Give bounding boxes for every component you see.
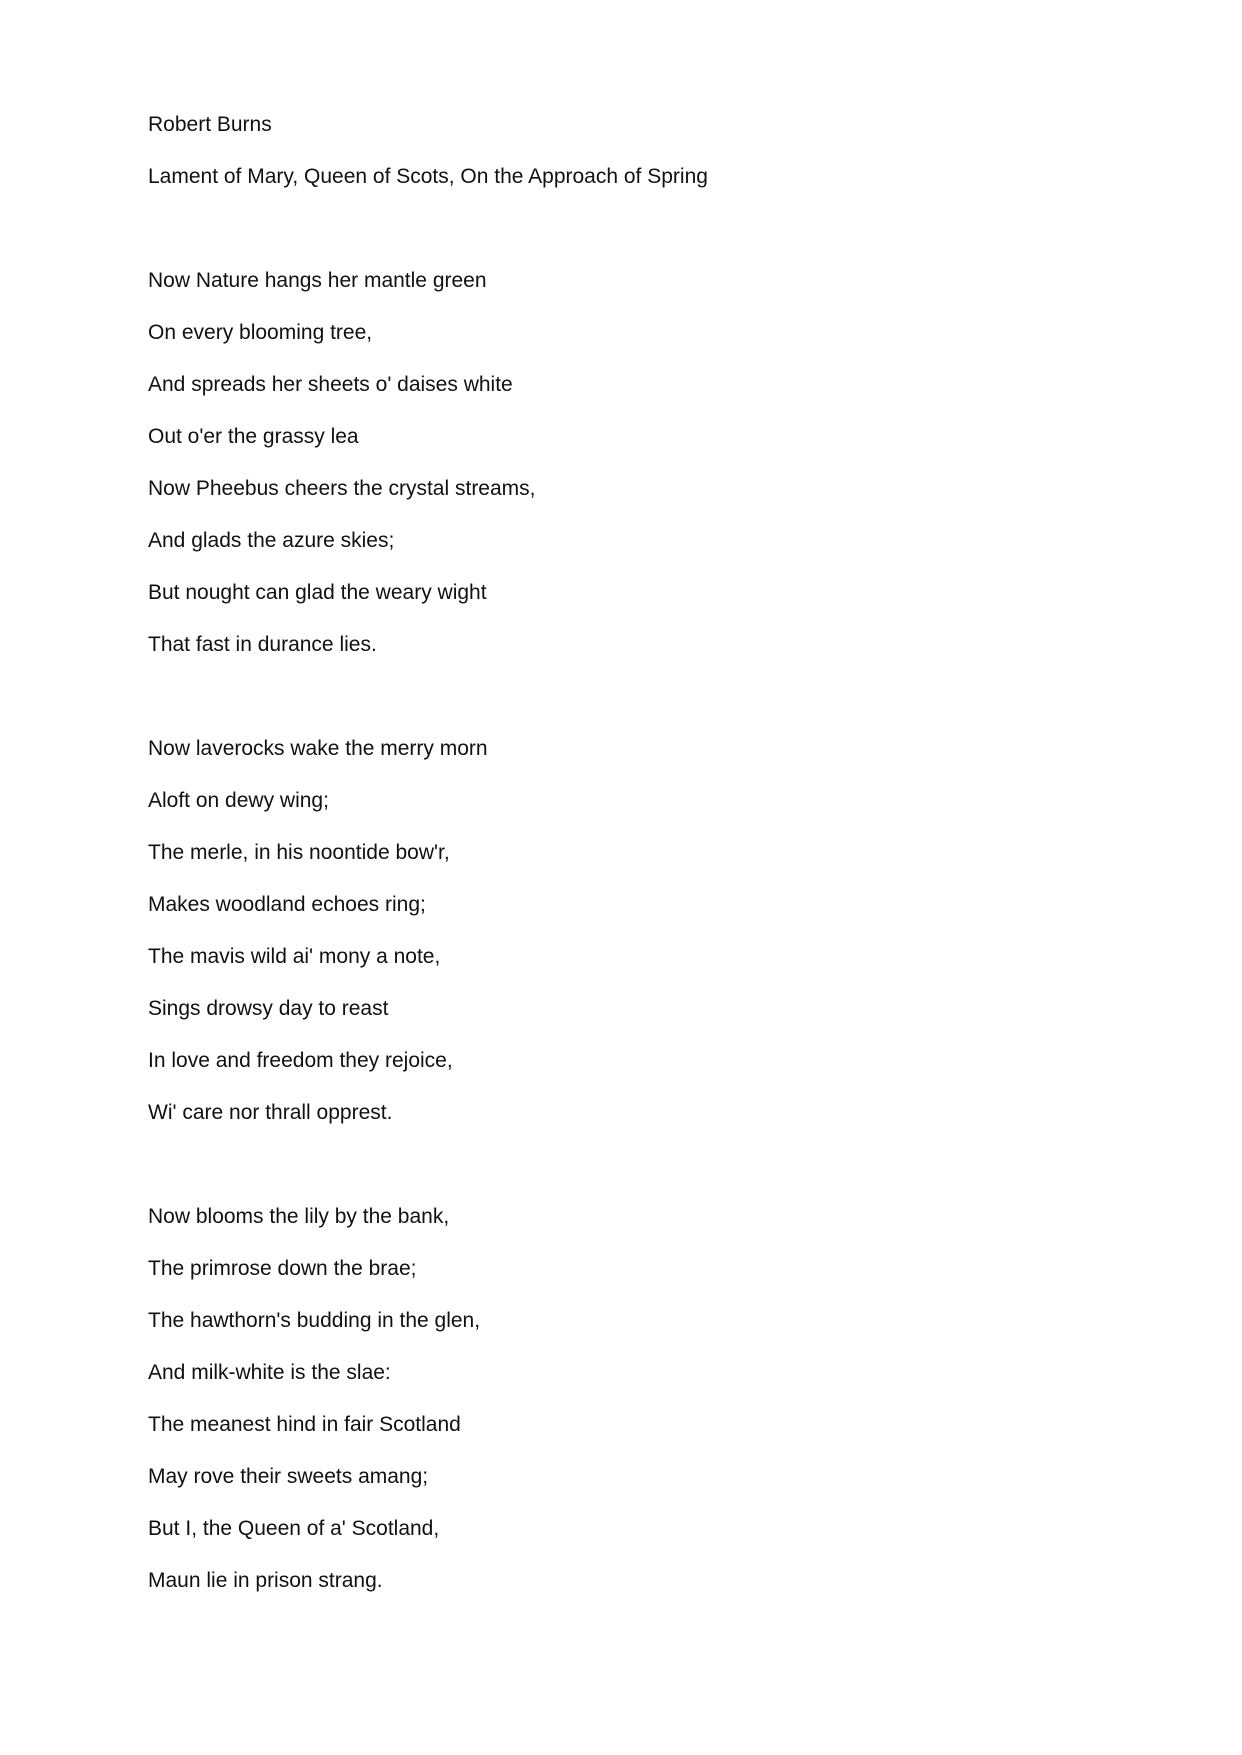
document-body — [148, 110, 1148, 1618]
poem-line: The hawthorn's budding in the glen, — [148, 1309, 481, 1332]
stanza-1 — [148, 266, 1148, 682]
stanza-3 — [148, 1202, 1148, 1618]
poem-line: Maun lie in prison strang. — [148, 1569, 383, 1592]
poem-line: On every blooming tree, — [148, 321, 373, 344]
poem-title: Lament of Mary, Queen of Scots, On the Approach of Spring — [148, 165, 708, 188]
poem-line: Now laverocks wake the merry morn — [148, 737, 488, 760]
poem-line: And spreads her sheets o' daises white — [148, 373, 513, 396]
poem-line: The merle, in his noontide bow'r, — [148, 841, 450, 864]
poem-line: Now Pheebus cheers the crystal streams, — [148, 477, 536, 500]
stanza-2 — [148, 734, 1148, 1150]
poem-line: Now Nature hangs her mantle green — [148, 269, 487, 292]
poem-line: The mavis wild ai' mony a note, — [148, 945, 441, 968]
author-name: Robert Burns — [148, 113, 272, 136]
poem-line: Out o'er the grassy lea — [148, 425, 359, 448]
poem-line: But nought can glad the weary wight — [148, 581, 487, 604]
poem-line: And milk-white is the slae: — [148, 1361, 391, 1384]
poem-line: The primrose down the brae; — [148, 1257, 417, 1280]
poem-line: Sings drowsy day to reast — [148, 997, 389, 1020]
poem-line: And glads the azure skies; — [148, 529, 395, 552]
poem-line: That fast in durance lies. — [148, 633, 377, 656]
poem-line: Aloft on dewy wing; — [148, 789, 329, 812]
poem-line: The meanest hind in fair Scotland — [148, 1413, 461, 1436]
poem-line: In love and freedom they rejoice, — [148, 1049, 453, 1072]
document-header — [148, 110, 1148, 214]
poem-line: Now blooms the lily by the bank, — [148, 1205, 450, 1228]
poem-line: But I, the Queen of a' Scotland, — [148, 1517, 440, 1540]
poem-line: May rove their sweets amang; — [148, 1465, 429, 1488]
poem-line: Makes woodland echoes ring; — [148, 893, 426, 916]
poem-line: Wi' care nor thrall opprest. — [148, 1101, 393, 1124]
